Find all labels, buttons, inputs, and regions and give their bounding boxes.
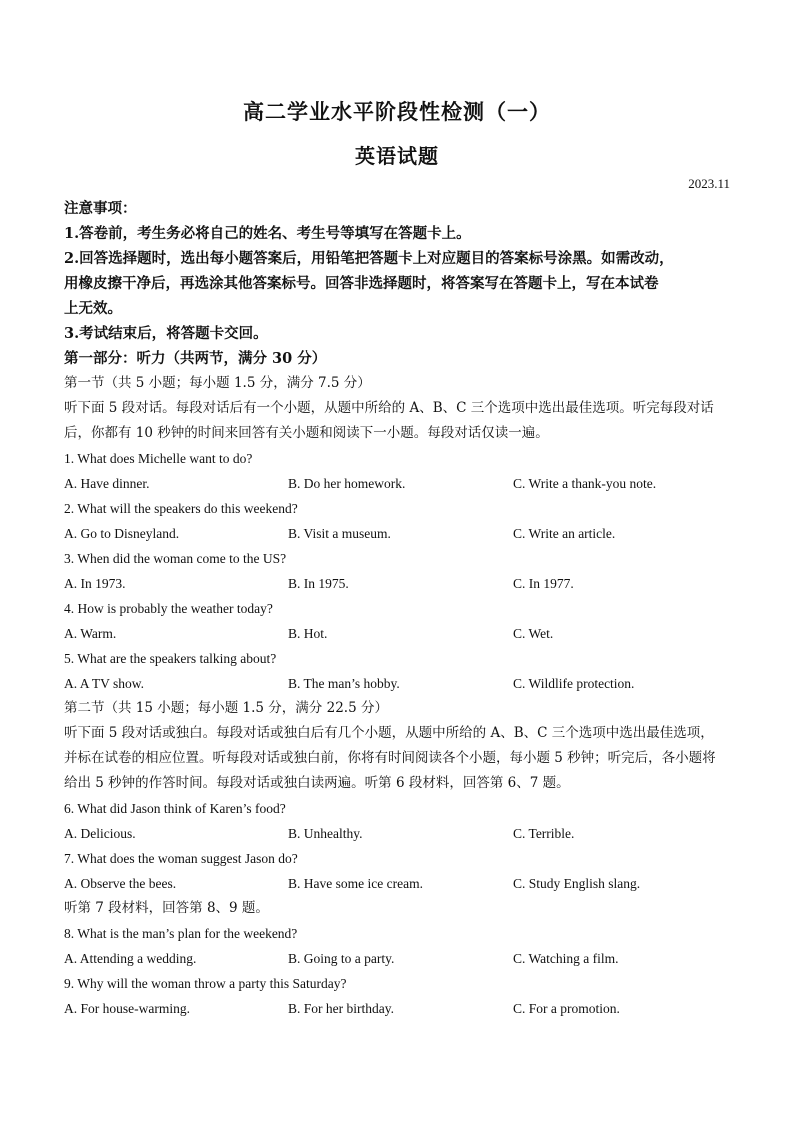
options-row — [64, 671, 734, 696]
option-c: C. In 1977. — [513, 576, 574, 591]
option-c: C. Terrible. — [513, 826, 575, 841]
note-line: 3.考试结束后，将答题卡交回。 — [64, 325, 268, 342]
section2-instruction: 听下面 5 段对话或独白。每段对话或独白后有几个小题，从题中所给的 A、B、C 三个选项中选出最佳选项， — [64, 725, 714, 741]
option-c: C. Watching a film. — [513, 951, 619, 966]
option-b: B. In 1975. — [288, 576, 349, 591]
material-note: 听第 7 段材料，回答第 8、9 题。 — [64, 900, 269, 916]
option-a: A. Go to Disneyland. — [64, 526, 180, 541]
option-b: B. Going to a party. — [288, 951, 395, 966]
question-block — [64, 646, 734, 696]
question-block — [64, 546, 734, 596]
question-block — [64, 596, 734, 646]
part1-heading: 第一部分：听力（共两节，满分 30 分） — [64, 350, 327, 367]
option-b: B. Hot. — [288, 626, 328, 641]
question-text: 8. What is the man’s plan for the weekend? — [64, 926, 298, 941]
option-b: B. The man’s hobby. — [288, 676, 400, 691]
option-a: A. Observe the bees. — [64, 876, 177, 891]
question-block — [64, 846, 734, 896]
notes-heading: 注意事项： — [64, 200, 137, 217]
question-block — [64, 496, 734, 546]
options-row — [64, 621, 734, 646]
option-c: C. Wet. — [513, 626, 554, 641]
note-line: 上无效。 — [64, 300, 122, 317]
question-block — [64, 796, 734, 846]
option-a: A. Have dinner. — [64, 476, 150, 491]
option-a: A. Delicious. — [64, 826, 136, 841]
option-c: C. Study English slang. — [513, 876, 641, 891]
options-row — [64, 571, 734, 596]
question-text: 2. What will the speakers do this weekend? — [64, 501, 298, 516]
question-text: 3. When did the woman come to the US? — [64, 551, 287, 566]
option-a: A. In 1973. — [64, 576, 126, 591]
option-a: A. Attending a wedding. — [64, 951, 197, 966]
note-line: 2.回答选择题时，选出每小题答案后，用铅笔把答题卡上对应题目的答案标号涂黑。如需改动， — [64, 250, 674, 267]
note-line: 1.答卷前，考生务必将自己的姓名、考生号等填写在答题卡上。 — [64, 225, 471, 242]
option-b: B. Unhealthy. — [288, 826, 363, 841]
options-row — [64, 471, 734, 496]
question-block — [64, 921, 734, 971]
page-subtitle: 英语试题 — [355, 144, 439, 168]
note-line: 用橡皮擦干净后，再选涂其他答案标号。回答非选择题时，将答案写在答题卡上，写在本试卷 — [64, 275, 659, 292]
option-c: C. Write a thank-you note. — [513, 476, 657, 491]
page-title: 高二学业水平阶段性检测（一） — [243, 99, 551, 124]
question-text: 6. What did Jason think of Karen’s food? — [64, 801, 286, 816]
options-row — [64, 521, 734, 546]
options-row — [64, 946, 734, 971]
question-text: 7. What does the woman suggest Jason do? — [64, 851, 298, 866]
option-b: B. Do her homework. — [288, 476, 406, 491]
option-c: C. For a promotion. — [513, 1001, 620, 1016]
exam-date: 2023.11 — [688, 176, 730, 191]
option-c: C. Write an article. — [513, 526, 616, 541]
section2-instruction: 并标在试卷的相应位置。听每段对话或独白前，你将有时间阅读各个小题，每小题 5 秒钟；听完后，各小题将 — [64, 750, 716, 766]
options-row — [64, 821, 734, 846]
question-block — [64, 446, 734, 496]
options-row — [64, 871, 734, 896]
option-a: A. A TV show. — [64, 676, 145, 691]
option-a: A. For house-warming. — [64, 1001, 190, 1016]
option-a: A. Warm. — [64, 626, 117, 641]
question-text: 9. Why will the woman throw a party this Saturday? — [64, 976, 347, 991]
option-b: B. Visit a museum. — [288, 526, 391, 541]
option-b: B. Have some ice cream. — [288, 876, 423, 891]
section2-instruction: 给出 5 秒钟的作答时间。每段对话或独白读两遍。听第 6 段材料，回答第 6、7 题。 — [64, 775, 570, 791]
section1-instruction: 后，你都有 10 秒钟的时间来回答有关小题和阅读下一小题。每段对话仅读一遍。 — [64, 425, 549, 441]
question-text: 4. How is probably the weather today? — [64, 601, 273, 616]
section1-instruction: 听下面 5 段对话。每段对话后有一个小题，从题中所给的 A、B、C 三个选项中选出最佳选项。听完每段对话 — [64, 400, 714, 416]
option-c: C. Wildlife protection. — [513, 676, 635, 691]
section1-heading: 第一节（共 5 小题；每小题 1.5 分，满分 7.5 分） — [64, 375, 371, 391]
section2-heading: 第二节（共 15 小题；每小题 1.5 分，满分 22.5 分） — [64, 700, 388, 716]
exam-content — [64, 196, 734, 1021]
options-row — [64, 996, 734, 1021]
question-text: 1. What does Michelle want to do? — [64, 451, 253, 466]
option-b: B. For her birthday. — [288, 1001, 394, 1016]
question-block — [64, 971, 734, 1021]
question-text: 5. What are the speakers talking about? — [64, 651, 277, 666]
